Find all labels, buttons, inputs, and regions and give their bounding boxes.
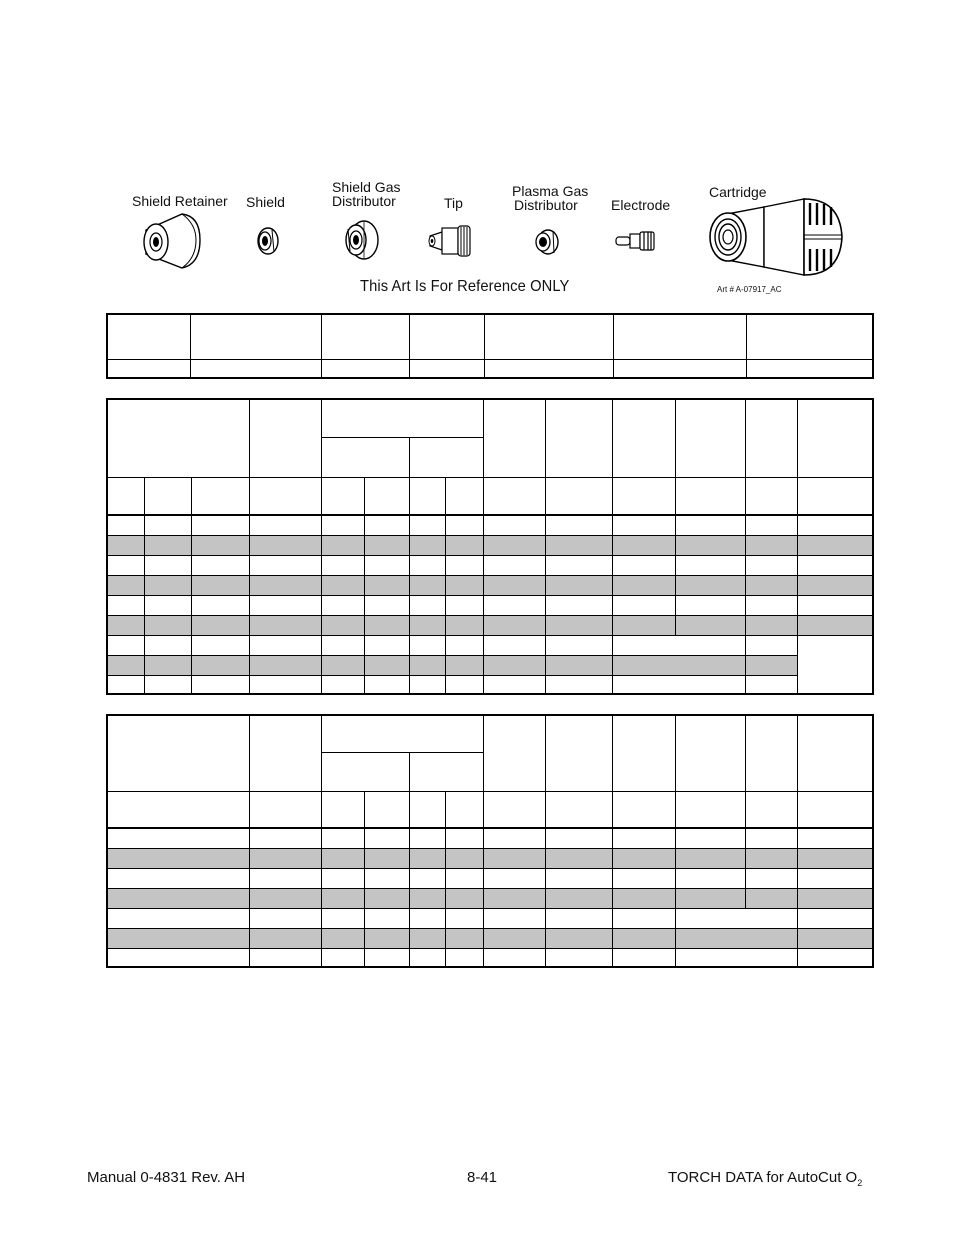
label-plasma-gas-distributor-line2: Distributor xyxy=(514,197,578,213)
table-row xyxy=(107,675,873,694)
table-row xyxy=(107,635,873,655)
tip-illustration xyxy=(428,224,474,258)
table-row xyxy=(107,888,873,908)
table-row xyxy=(107,655,873,675)
footer-section-title xyxy=(668,1169,862,1188)
table-row xyxy=(107,575,873,595)
label-cartridge: Cartridge xyxy=(709,184,767,200)
table-row xyxy=(107,848,873,868)
table-row xyxy=(107,555,873,575)
label-shield: Shield xyxy=(246,194,285,210)
label-shield-gas-distributor-line2: Distributor xyxy=(332,193,396,209)
label-electrode: Electrode xyxy=(611,197,671,213)
label-shield-retainer: Shield Retainer xyxy=(132,193,228,209)
table-row xyxy=(107,359,873,378)
table-row xyxy=(107,908,873,928)
table-row xyxy=(107,595,873,615)
label-plasma-gas-distributor-line1: Plasma Gas xyxy=(512,183,589,199)
shield-retainer-illustration xyxy=(138,210,204,272)
footer-page-number: 8-41 xyxy=(467,1169,498,1186)
table-row xyxy=(107,828,873,848)
cartridge-illustration xyxy=(704,195,848,279)
art-number: Art # A-07917_AC xyxy=(717,285,782,294)
label-tip: Tip xyxy=(444,195,463,211)
shield-illustration xyxy=(254,226,280,256)
table-row xyxy=(107,535,873,555)
cut-chart-table-1 xyxy=(106,398,874,695)
table-row xyxy=(107,928,873,948)
table-row xyxy=(107,314,873,359)
parts-table xyxy=(106,313,874,379)
shield-gas-distributor-illustration xyxy=(342,219,380,261)
table-row xyxy=(107,948,873,967)
table-row xyxy=(107,868,873,888)
footer-manual-number: Manual 0-4831 Rev. AH xyxy=(87,1169,246,1186)
footer-title-subscript: 2 xyxy=(857,1178,863,1188)
cut-chart-table-2 xyxy=(106,714,874,968)
plasma-gas-distributor-illustration xyxy=(532,228,560,256)
footer-title-text: TORCH DATA for AutoCut O xyxy=(668,1169,858,1186)
reference-note: This Art Is For Reference ONLY xyxy=(360,278,570,295)
table-row xyxy=(107,615,873,635)
label-shield-gas-distributor-line1: Shield Gas xyxy=(332,179,401,195)
electrode-illustration xyxy=(614,230,658,252)
table-row xyxy=(107,515,873,535)
